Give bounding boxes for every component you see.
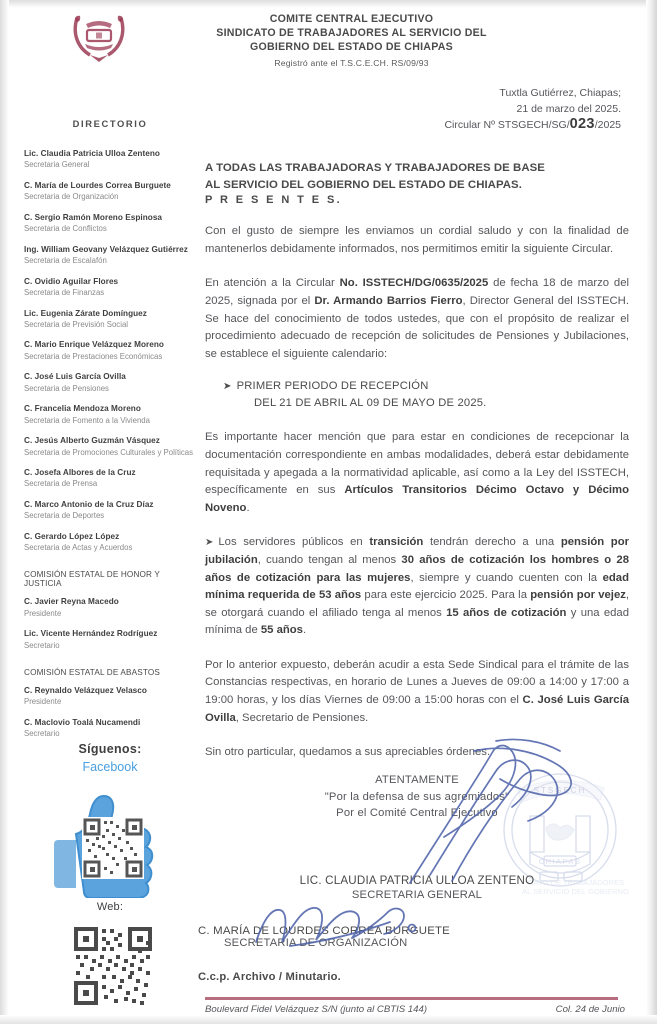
directory-entry <box>24 309 196 330</box>
bullet-line-1: PRIMER PERIODO DE RECEPCIÓN <box>236 380 429 393</box>
directory-entry <box>24 181 196 202</box>
p4-pension-jubilacion: pensión por jubilación <box>205 536 629 566</box>
p3-articles: Artículos Transitorios Décimo Octavo y Décimo Noveno <box>205 484 629 514</box>
scan-edge-right <box>646 0 657 1024</box>
p2-part-e: , Director General del ISSTECH. Se hace del conocimiento de todos ustedes, que con el propósito de realizar el procedimiento adecuado de recepción de solicitudes de Pensiones y Jubilaciones, se establece el siguiente calendario: <box>205 294 629 360</box>
paragraph-4-arrow-icon: ➤ <box>205 537 214 549</box>
signer-2-name: C. MARÍA DE LOURDES CORREA BURGUETE <box>198 925 450 937</box>
p2-director-name: Dr. Armando Barrios Fierro <box>314 294 463 307</box>
signature-block <box>205 772 629 903</box>
p5-a: Por lo anterior expuesto, deberán acudir a esta Sede Sindical para el trámite de las Constancias respectivas, en horario de Lunes a Jueves de 09:00 a 14:00 y 17:00 a 19:00 horas, y los días Viernes de 09:00 a 15:00 horas con el <box>205 658 629 707</box>
directory-entry-role: Secretaria de Escalafón <box>24 256 107 266</box>
directory-entry-name: C. Gerardo López López <box>24 531 120 541</box>
directory-entry-role: Presidente <box>24 697 62 706</box>
paragraph-2 <box>205 275 629 363</box>
directory-entry-role: Secretaria de Prestaciones Económicas <box>24 351 163 361</box>
p2-circular-ref: No. ISSTECH/DG/0635/2025 <box>339 277 489 290</box>
facebook-qr-code <box>82 817 144 879</box>
header-line-2: SINDICATO DE TRABAJADORES AL SERVICIO DEL <box>216 27 487 40</box>
directory-entry-role: Secretaria de Prensa <box>24 479 98 489</box>
p4-o: . <box>302 624 307 637</box>
p4-i: para este ejercicio 2025. Para la <box>361 589 531 602</box>
web-qr-code-icon[interactable] <box>72 925 154 1007</box>
directory-entry-role: Secretaria de Promociones Culturales y Políticas <box>24 447 194 457</box>
follow-label: Síguenos: <box>78 742 142 756</box>
directory-entry-role: Secretaria de Conflictos <box>24 224 107 234</box>
directory-entry <box>24 149 196 170</box>
presentes-label: P R E S E N T E S. <box>205 194 343 207</box>
directory-entry-role: Secretaria de Previsión Social <box>24 319 129 329</box>
directory-entry-name: C. Mario Enrique Velázquez Moreno <box>24 340 164 350</box>
directory-entry <box>24 213 196 234</box>
ccp-note: C.c.p. Archivo / Minutario. <box>198 971 341 983</box>
directory-entry-name: C. Javier Reyna Macedo <box>24 597 119 607</box>
p4-e: , cuando tengan al menos <box>257 553 402 566</box>
facebook-thumbs-up-icon[interactable] <box>42 790 178 898</box>
directory-entry-name: C. Sergio Ramón Moreno Espinosa <box>24 212 163 222</box>
directory-entry-name: C. Josefa Albores de la Cruz <box>24 468 136 478</box>
footer-rule <box>205 997 618 1000</box>
scan-edge-left <box>0 0 9 1024</box>
header-registry: Registró ante el T.S.C.E.CH. RS/09/93 <box>274 57 429 68</box>
directory-entry <box>24 436 196 457</box>
p3-part-a: Es importante hacer mención que para estar en condiciones de recepcionar la documentación correspondiente en ambas modalidades, deberá estar debidamente requisitada y apegada a la normatividad aplicable, así como a la Ley del ISSTECH, específicamente en sus <box>205 431 629 497</box>
directory-entry-name: C. Reynaldo Velázquez Velasco <box>24 685 147 695</box>
svg-text:AL SERVICIO DEL GOBIERNO: AL SERVICIO DEL GOBIERNO <box>522 887 629 896</box>
directory-entry-role: Secretaria de Finanzas <box>24 288 105 298</box>
directory-panel <box>24 118 196 749</box>
signed-by-text: Por el Comité Central Ejecutivo <box>336 807 498 819</box>
web-label: Web: <box>96 901 124 913</box>
directory-entry-role: Secretaria de Fomento a la Vivienda <box>24 415 150 425</box>
p4-m: y una edad mínima de <box>205 606 629 637</box>
directory-entry-name: Ing. William Geovany Velázquez Gutiérrez <box>24 244 188 254</box>
follow-us-block <box>24 742 196 774</box>
svg-text:STSGECH: STSGECH <box>533 786 587 795</box>
scan-edge-bottom <box>0 1015 657 1024</box>
p4-a: Los servidores públicos en <box>218 536 370 549</box>
p4-g: , siempre y cuando cuenten con la <box>410 571 603 584</box>
motto-text: "Por la defensa de sus agremiados" <box>324 790 510 803</box>
p4-15-years: 15 años de cotización <box>446 606 567 619</box>
directory-entry-name: C. Marco Antonio de la Cruz Díaz <box>24 499 154 509</box>
directory-entry-name: Lic. Eugenia Zárate Domínguez <box>24 308 147 318</box>
circular-number-line <box>444 117 621 134</box>
p4-c: tendrán derecho a una <box>423 536 561 549</box>
header-line-1: COMITE CENTRAL EJECUTIVO <box>269 13 434 25</box>
paragraph-6: Sin otro particular, quedamos a sus apreciables órdenes. <box>205 746 491 759</box>
directory-entry-role: Secretario <box>24 728 60 738</box>
facebook-link[interactable]: Facebook <box>82 760 138 774</box>
directory-entry <box>24 340 196 361</box>
directory-entry-name: C. María de Lourdes Correa Burguete <box>24 180 171 190</box>
circular-prefix: Circular Nº STSGECH/SG/ <box>444 119 570 131</box>
directory-title: DIRECTORIO <box>72 118 148 129</box>
letter-body <box>205 160 629 762</box>
signer-2-role: SECRETARIA DE ORGANIZACIÓN <box>224 937 408 949</box>
directory-entry-role: Secretario <box>24 640 60 650</box>
directory-entry-role: Secretaria de Organización <box>24 192 119 202</box>
directory-entry-role: Secretaria de Deportes <box>24 511 105 521</box>
directory-entry <box>24 597 196 618</box>
directory-entry <box>24 718 196 739</box>
p4-years: 30 años de cotización los hombres o 28 años de cotización para las mujeres <box>205 553 629 584</box>
p4-k: , se otorgará cuando el afiliado tenga al menos <box>205 589 630 619</box>
document-header <box>0 12 657 68</box>
svg-text:CATO DE TRABAJADORES: CATO DE TRABAJADORES <box>528 878 625 887</box>
directory-entry-name: C. Jesús Alberto Guzmán Vásquez <box>24 436 160 446</box>
p4-min-age: edad mínima requerida de 53 años <box>205 571 629 602</box>
directory-entry-name: C. Maclovio Toalá Nucamendi <box>24 717 141 727</box>
p5-c: , Secretario de Pensiones. <box>235 711 369 724</box>
addressee-line-2: AL SERVICIO DEL GOBIERNO DEL ESTADO DE CHIAPAS. <box>205 178 522 191</box>
directory-list <box>24 149 196 739</box>
directory-entry <box>24 686 196 707</box>
paragraph-4 <box>205 534 629 640</box>
paragraph-3 <box>205 429 629 517</box>
p3-part-c: . <box>246 501 250 514</box>
directory-entry-name: C. José Luis García Ovilla <box>24 372 126 382</box>
bullet-line-2: DEL 21 DE ABRIL AL 09 DE MAYO DE 2025. <box>254 397 487 410</box>
signature-block-2 <box>198 925 622 949</box>
footer-colonia: Col. 24 de Junio <box>555 1004 625 1015</box>
p2-part-c: de fecha 18 de marzo del 2025, signada por el <box>205 277 629 307</box>
directory-entry <box>24 532 196 553</box>
circular-suffix: /2025 <box>594 119 621 131</box>
p4-55-years: 55 años <box>260 624 303 637</box>
dateblock <box>444 86 621 134</box>
directory-entry-name: Lic. Claudia Patricia Ulloa Zenteno <box>24 149 160 158</box>
signer-1-name: LIC. CLAUDIA PATRICIA ULLOA ZENTENO <box>299 873 535 887</box>
directory-entry <box>24 500 196 521</box>
directory-entry-role: Presidente <box>24 608 62 618</box>
p4-transicion: transición <box>369 536 424 549</box>
directory-entry <box>24 404 196 425</box>
circular-number: 023 <box>569 116 595 132</box>
reception-period-bullet <box>223 378 629 412</box>
svg-text:CHIAPAS: CHIAPAS <box>538 857 582 866</box>
directory-section-title: COMISIÓN ESTATAL DE ABASTOS <box>24 667 160 677</box>
header-line-3: GOBIERNO DEL ESTADO DE CHIAPAS <box>250 41 453 54</box>
addressee-line-1: A TODAS LAS TRABAJADORAS Y TRABAJADORES DE BASE <box>205 162 545 174</box>
footer-address: Boulevard Fidel Velázquez S/N (junto al CBTIS 144) <box>205 1004 428 1015</box>
directory-section-title: COMISIÓN ESTATAL DE HONOR Y JUSTICIA <box>24 570 160 589</box>
date-text: 21 de marzo del 2025. <box>516 102 621 115</box>
atentamente-label: ATENTAMENTE <box>375 774 459 786</box>
paragraph-1: Con el gusto de siempre les enviamos un cordial saludo y con la finalidad de mantenerlos debidamente informados, nos permitimos emitir la siguiente Circular. <box>205 225 629 255</box>
directory-entry <box>24 468 196 489</box>
bullet-arrow-icon: ➤ <box>223 381 232 393</box>
place-text: Tuxtla Gutiérrez, Chiapas; <box>499 87 621 99</box>
directory-entry-role: Secretaria de Actas y Acuerdos <box>24 543 133 553</box>
directory-entry <box>24 629 196 650</box>
directory-entry-name: C. Francelia Mendoza Moreno <box>24 404 141 414</box>
p2-part-a: En atención a la Circular <box>205 277 340 290</box>
directory-entry-name: Lic. Vicente Hernández Rodríguez <box>24 629 158 639</box>
footer <box>205 1004 625 1015</box>
p5-contact-name: C. José Luis García Ovilla <box>205 694 629 724</box>
paragraph-5 <box>205 657 629 727</box>
directory-entry <box>24 245 196 266</box>
p4-pension-vejez: pensión por vejez <box>530 589 626 602</box>
directory-entry <box>24 372 196 393</box>
directory-entry <box>24 277 196 298</box>
signer-1-role: SECRETARIA GENERAL <box>351 888 483 901</box>
scan-edge-top <box>0 0 657 8</box>
directory-entry-role: Secretaria General <box>24 160 90 170</box>
directory-entry-name: C. Ovidio Aguilar Flores <box>24 276 119 286</box>
directory-entry-role: Secretaria de Pensiones <box>24 383 109 393</box>
